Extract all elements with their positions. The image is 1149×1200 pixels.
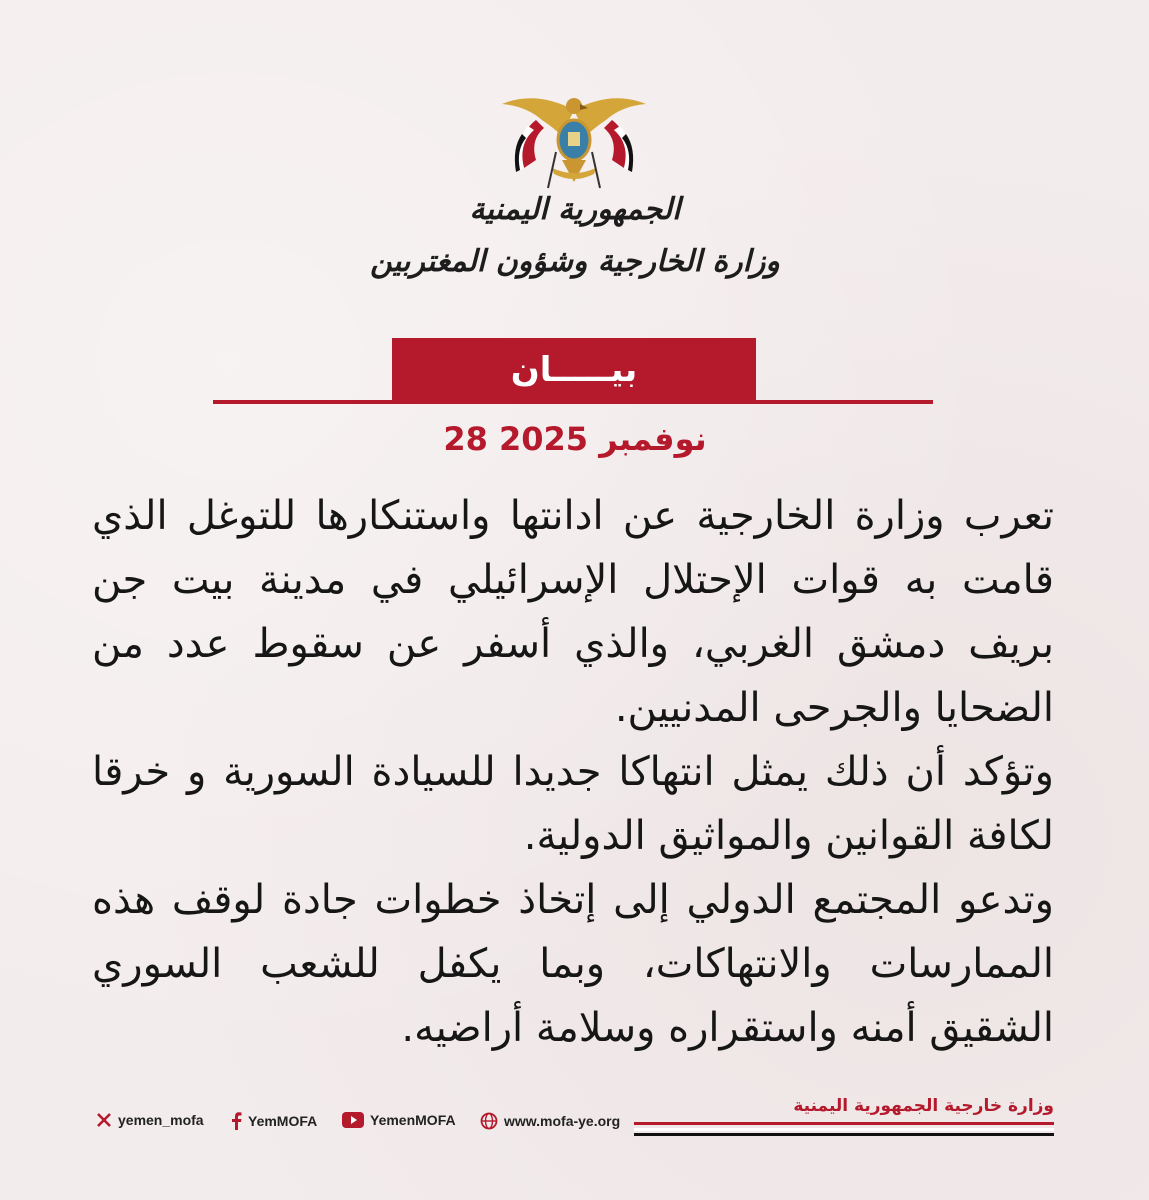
footer-stripe-red — [634, 1122, 1054, 1125]
yemen-emblem-icon — [496, 90, 652, 190]
footer-organization: وزارة خارجية الجمهورية اليمنية — [793, 1096, 1054, 1116]
social-website[interactable] — [480, 1112, 620, 1130]
social-facebook[interactable] — [230, 1112, 317, 1130]
statement-heading: بيـــــان — [392, 338, 756, 402]
globe-icon — [480, 1112, 498, 1130]
statement-paragraph: تعرب وزارة الخارجية عن ادانتها واستنكارها للتوغل الذي قامت به قوات الإحتلال الإسرائيلي في مدينة بيت جن بريف دمشق الغربي، والذي أسفر عن سقوط عدد من الضحايا والجرحى المدنيين. — [92, 493, 1054, 731]
facebook-handle: YemMOFA — [248, 1113, 318, 1129]
footer-stripe-black — [634, 1133, 1054, 1136]
statement-paragraph: وتدعو المجتمع الدولي إلى إتخاذ خطوات جادة لوقف هذه الممارسات والانتهاكات، وبما يكفل للشعب السوري الشقيق أمنه واستقراره وسلامة أراضيه. — [92, 877, 1054, 1051]
youtube-handle: YemenMOFA — [370, 1112, 456, 1128]
statement-paragraph: وتؤكد أن ذلك يمثل انتهاكا جديدا للسيادة السورية و خرقا لكافة القوانين والمواثيق الدولية. — [92, 749, 1054, 859]
country-name: الجمهورية اليمنية — [469, 192, 681, 227]
footer-stripe-white — [634, 1128, 1054, 1131]
statement-date: 28 نوفمبر 2025 — [443, 420, 707, 458]
x-icon — [96, 1112, 112, 1128]
facebook-icon — [230, 1112, 242, 1130]
social-x[interactable] — [96, 1112, 204, 1128]
website-url: www.mofa-ye.org — [504, 1113, 621, 1129]
statement-body — [92, 484, 1054, 1060]
social-youtube[interactable] — [342, 1112, 456, 1128]
youtube-icon — [342, 1112, 364, 1128]
x-handle: yemen_mofa — [118, 1112, 204, 1128]
ministry-name: وزارة الخارجية وشؤون المغتربين — [370, 244, 780, 279]
